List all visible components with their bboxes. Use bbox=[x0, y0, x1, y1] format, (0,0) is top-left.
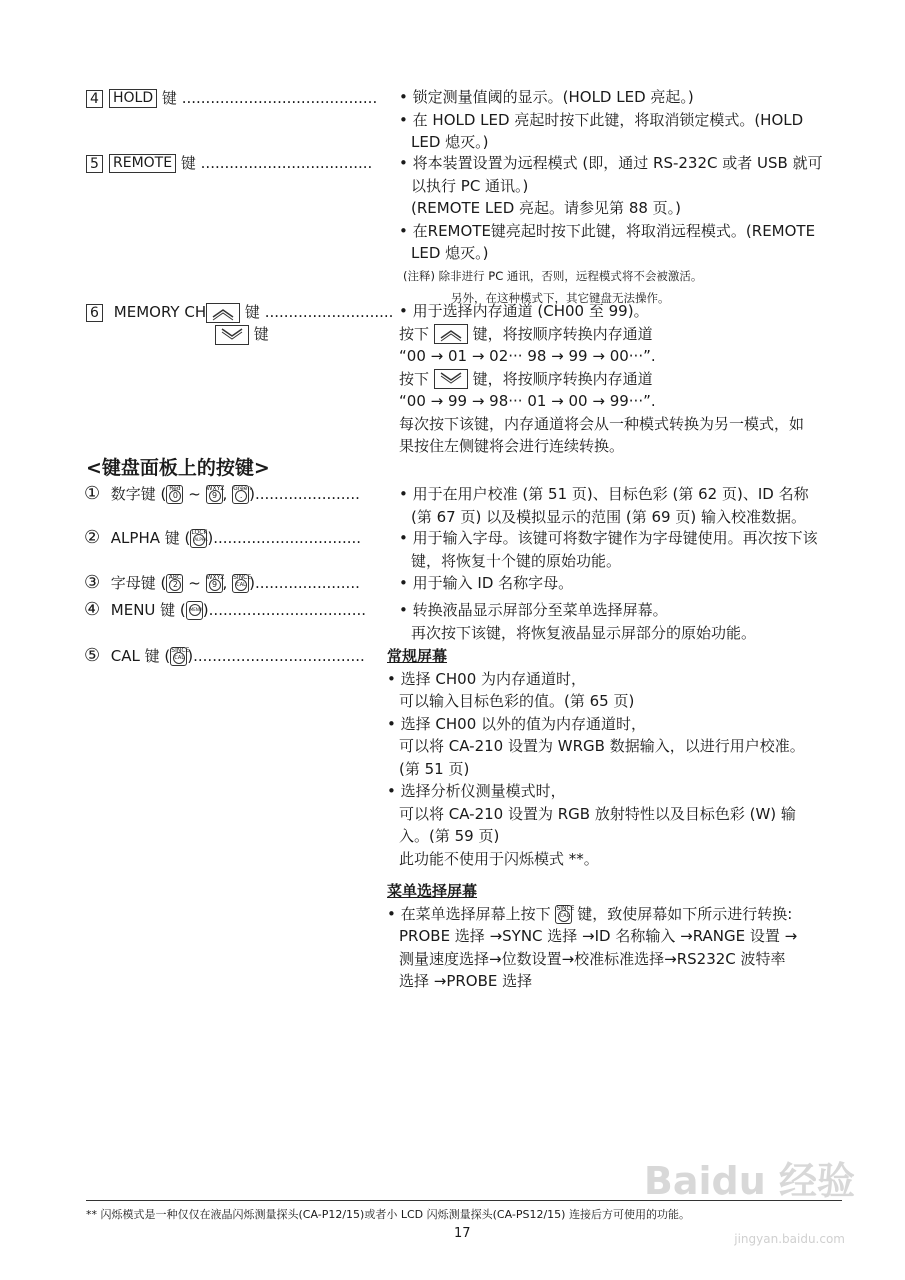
keycap-main: 9 bbox=[209, 490, 221, 502]
down-key bbox=[215, 325, 249, 345]
bullet: • bbox=[387, 782, 396, 800]
separator: ~ bbox=[188, 574, 201, 592]
letter-key-description bbox=[399, 572, 844, 595]
hold-key-row bbox=[86, 88, 377, 108]
item-number: 5 bbox=[86, 155, 103, 173]
chevron-down-icon bbox=[435, 370, 467, 388]
chevron-down-icon bbox=[216, 326, 248, 344]
cal-key-icon bbox=[170, 647, 190, 666]
hold-key-label: HOLD bbox=[109, 89, 157, 108]
bullet: • bbox=[399, 88, 408, 106]
text-line: 可以将 CA-210 设置为 RGB 放射特性以及目标色彩 (W) 输 bbox=[399, 804, 796, 823]
keycap-main: 2 bbox=[169, 579, 181, 591]
normal-screen-section bbox=[387, 645, 847, 870]
text-line: 按下 bbox=[399, 324, 430, 343]
up-key-inline bbox=[434, 324, 468, 344]
separator: , bbox=[222, 485, 228, 503]
circled-number: ① bbox=[84, 483, 101, 504]
leader-dots: ............................... bbox=[213, 529, 362, 547]
keycap-main: 0 bbox=[169, 490, 181, 502]
bullet: • bbox=[399, 154, 408, 172]
text-line: (第 67 页) 以及模拟显示的范围 (第 69 页) 输入校准数据。 bbox=[411, 507, 806, 526]
leader-dots: ........................... bbox=[264, 303, 394, 321]
text-line: 转换液晶显示屏部分至菜单选择屏幕。 bbox=[412, 601, 668, 619]
leader-dots: ...................... bbox=[254, 574, 360, 592]
menu-screen-section bbox=[387, 880, 847, 993]
leader-dots: ......................................... bbox=[181, 89, 378, 107]
menu-key-row bbox=[84, 600, 366, 620]
text-line: 在菜单选择屏幕上按下 bbox=[400, 904, 551, 923]
bracket: ) bbox=[207, 529, 214, 547]
normal-screen-title: 常规屏幕 bbox=[387, 647, 448, 665]
menu-key-description bbox=[399, 599, 844, 644]
alpha-key-description bbox=[399, 527, 844, 572]
key-label: CAL 键 ( bbox=[110, 647, 171, 665]
bracket: ) bbox=[202, 601, 209, 619]
baidu-watermark: Baidu 经验 bbox=[643, 1159, 855, 1203]
keycap-top: WXYZ bbox=[206, 485, 225, 492]
key-suffix: 键 bbox=[253, 325, 269, 343]
section-heading: <键盘面板上的按键> bbox=[86, 457, 270, 479]
menu-screen-title: 菜单选择屏幕 bbox=[387, 882, 478, 900]
text-line: 选择分析仪测量模式时， bbox=[400, 782, 566, 800]
memory-ch-down-row bbox=[215, 324, 269, 345]
text-line: 果按住左侧键将会进行连续转换。 bbox=[399, 437, 625, 455]
text-line: 键，将按顺序转换内存通道 bbox=[472, 369, 653, 388]
circled-number: ⑤ bbox=[84, 645, 101, 666]
separator: ~ bbox=[188, 485, 201, 503]
text-line: (第 51 页) bbox=[399, 759, 470, 778]
key-label: ALPHA 键 ( bbox=[110, 529, 191, 547]
keycap-top: Green bbox=[233, 485, 252, 492]
text-line: 键，将恢复十个键的原始功能。 bbox=[411, 551, 622, 570]
text-line: 用于输入 ID 名称字母。 bbox=[412, 574, 574, 592]
text-line: 选择 CH00 以外的值为内存通道时， bbox=[400, 714, 647, 733]
text-line: LED 熄灭。) bbox=[411, 133, 489, 151]
keycap-main: ALPHA bbox=[193, 534, 205, 546]
cal-key-icon bbox=[232, 574, 252, 593]
keycap-top: SINCE bbox=[556, 904, 575, 912]
up-key bbox=[206, 303, 240, 323]
hold-description bbox=[399, 86, 844, 154]
text-line: 选择 →PROBE 选择 bbox=[399, 972, 533, 990]
keycap-top: SINCE bbox=[233, 574, 252, 581]
memory-ch-description bbox=[399, 300, 844, 458]
note-line: 另外，在这种模式下，其它键盘无法操作。 bbox=[451, 291, 670, 305]
footnote-divider bbox=[86, 1200, 842, 1201]
keycap-main: 9 bbox=[209, 579, 221, 591]
remote-description bbox=[399, 152, 844, 310]
text-line: 在 HOLD LED 亮起时按下此键，将取消锁定模式。(HOLD bbox=[412, 110, 804, 129]
item-number: 4 bbox=[86, 90, 103, 108]
text-line: 选择 CH00 为内存通道时， bbox=[400, 669, 587, 688]
text-line: 在REMOTE键亮起时按下此键，将取消远程模式。(REMOTE bbox=[412, 221, 816, 240]
memory-ch-label: MEMORY CH bbox=[113, 303, 207, 321]
numeric-key-row bbox=[84, 484, 360, 504]
text-line: 用于输入字母。该键可将数字键作为字母键使用。再次按下该 bbox=[412, 529, 818, 547]
key-0-icon bbox=[166, 485, 183, 504]
key-suffix: 键 bbox=[244, 303, 260, 321]
text-line: 可以将 CA-210 设置为 WRGB 数据输入，以进行用户校准。 bbox=[399, 737, 805, 755]
text-line: 用于在用户校准 (第 51 页)、目标色彩 (第 62 页)、ID 名称 bbox=[412, 485, 809, 503]
bullet: • bbox=[399, 110, 408, 129]
leader-dots: ................................. bbox=[208, 601, 367, 619]
item-number: 6 bbox=[86, 304, 103, 322]
key-dot-icon bbox=[232, 485, 252, 504]
cal-key-icon bbox=[555, 904, 575, 924]
text-line: 键，将按顺序转换内存通道 bbox=[472, 324, 653, 343]
text-line: 入。(第 59 页) bbox=[399, 827, 500, 845]
text-line: 再次按下该键，将恢复液晶显示屏部分的原始功能。 bbox=[411, 623, 757, 642]
key-9-icon bbox=[206, 485, 223, 504]
key-9-icon bbox=[206, 574, 223, 593]
page-number: 17 bbox=[454, 1226, 471, 1241]
text-line: PROBE 选择 →SYNC 选择 →ID 名称输入 →RANGE 设置 → bbox=[399, 927, 798, 945]
circled-number: ② bbox=[84, 527, 101, 548]
numeric-key-description bbox=[399, 483, 844, 528]
keycap-top: ABC bbox=[168, 574, 182, 581]
text-line: LED 熄灭。) bbox=[411, 244, 489, 262]
circled-number: ④ bbox=[84, 599, 101, 620]
text-line: 锁定测量值阈的显示。(HOLD LED 亮起。) bbox=[412, 88, 694, 106]
bracket: ) bbox=[187, 647, 194, 665]
text-line: 此功能不使用于闪烁模式 **。 bbox=[399, 849, 599, 868]
bullet: • bbox=[387, 714, 396, 733]
text-line: 测量速度选择→位数设置→校准标准选择→RS232C 波特率 bbox=[399, 949, 786, 968]
keycap-main: CAL bbox=[173, 652, 185, 664]
bracket: ) bbox=[249, 485, 255, 503]
leader-dots: .................................... bbox=[193, 647, 365, 665]
keycap-top: LOCK bbox=[191, 529, 208, 536]
text-line: 可以输入目标色彩的值。(第 65 页) bbox=[399, 692, 635, 710]
key-suffix: 键 bbox=[180, 154, 196, 172]
remote-key-row bbox=[86, 153, 372, 173]
keycap-main: CAL bbox=[558, 910, 570, 922]
key-label: MENU 键 ( bbox=[110, 601, 186, 619]
keycap-top: SINCE bbox=[171, 647, 190, 654]
keycap-main: CAL bbox=[235, 579, 247, 591]
alpha-key-icon bbox=[190, 529, 207, 548]
keycap-top: Red bbox=[169, 485, 181, 492]
bullet: • bbox=[387, 669, 396, 688]
sequence-line: “00 → 01 → 02··· 98 → 99 → 00···”. bbox=[399, 347, 656, 365]
circled-number: ③ bbox=[84, 572, 101, 593]
menu-key-icon bbox=[186, 601, 203, 620]
bullet: • bbox=[399, 529, 408, 547]
text-line: 以执行 PC 通讯。) bbox=[411, 176, 529, 195]
key-suffix: 键 bbox=[161, 89, 177, 107]
text-line: 用于选择内存通道 (CH00 至 99)。 bbox=[412, 302, 649, 320]
text-line: 按下 bbox=[399, 369, 430, 388]
text-line: 键，致使屏幕如下所示进行转换: bbox=[577, 904, 793, 923]
bullet: • bbox=[399, 574, 408, 592]
text-line: (REMOTE LED 亮起。请参见第 88 页。) bbox=[411, 199, 682, 217]
leader-dots: ...................... bbox=[254, 485, 360, 503]
key-label: 数字键 ( bbox=[110, 485, 167, 503]
footnote: ** 闪烁模式是一种仅仅在液晶闪烁测量探头(CA-P12/15)或者小 LCD 闪烁测量探头(CA-PS12/15) 连接后方可使用的功能。 bbox=[86, 1208, 690, 1221]
down-key-inline bbox=[434, 369, 468, 389]
bullet: • bbox=[399, 302, 408, 320]
chevron-up-icon bbox=[207, 304, 239, 322]
note-line: (注释) 除非进行 PC 通讯，否则，远程模式将不会被激活。 bbox=[403, 268, 703, 283]
keycap-main: . bbox=[235, 490, 247, 502]
bullet: • bbox=[399, 601, 408, 619]
leader-dots: .................................... bbox=[200, 154, 373, 172]
letter-key-row bbox=[84, 573, 360, 593]
key-label: 字母键 ( bbox=[110, 574, 167, 592]
chevron-up-icon bbox=[435, 325, 467, 343]
alpha-key-row bbox=[84, 528, 361, 548]
bullet: • bbox=[387, 904, 396, 923]
watermark-url: jingyan.baidu.com bbox=[734, 1232, 845, 1246]
remote-key-label: REMOTE bbox=[109, 154, 176, 173]
bullet: • bbox=[399, 221, 408, 240]
text-line: 每次按下该键，内存通道将会从一种模式转换为另一模式，如 bbox=[399, 414, 805, 433]
keycap-main: MENU bbox=[189, 604, 201, 616]
text-line: 将本装置设置为远程模式 (即，通过 RS-232C 或者 USB 就可 bbox=[412, 154, 823, 172]
sequence-line: “00 → 99 → 98··· 01 → 00 → 99···”. bbox=[399, 392, 656, 410]
keycap-top: WXYZ bbox=[206, 574, 225, 581]
cal-key-row bbox=[84, 646, 365, 666]
memory-ch-row bbox=[86, 302, 393, 323]
bullet: • bbox=[399, 485, 408, 503]
separator: , bbox=[222, 574, 228, 592]
key-2-icon bbox=[166, 574, 183, 593]
bracket: ) bbox=[249, 574, 255, 592]
